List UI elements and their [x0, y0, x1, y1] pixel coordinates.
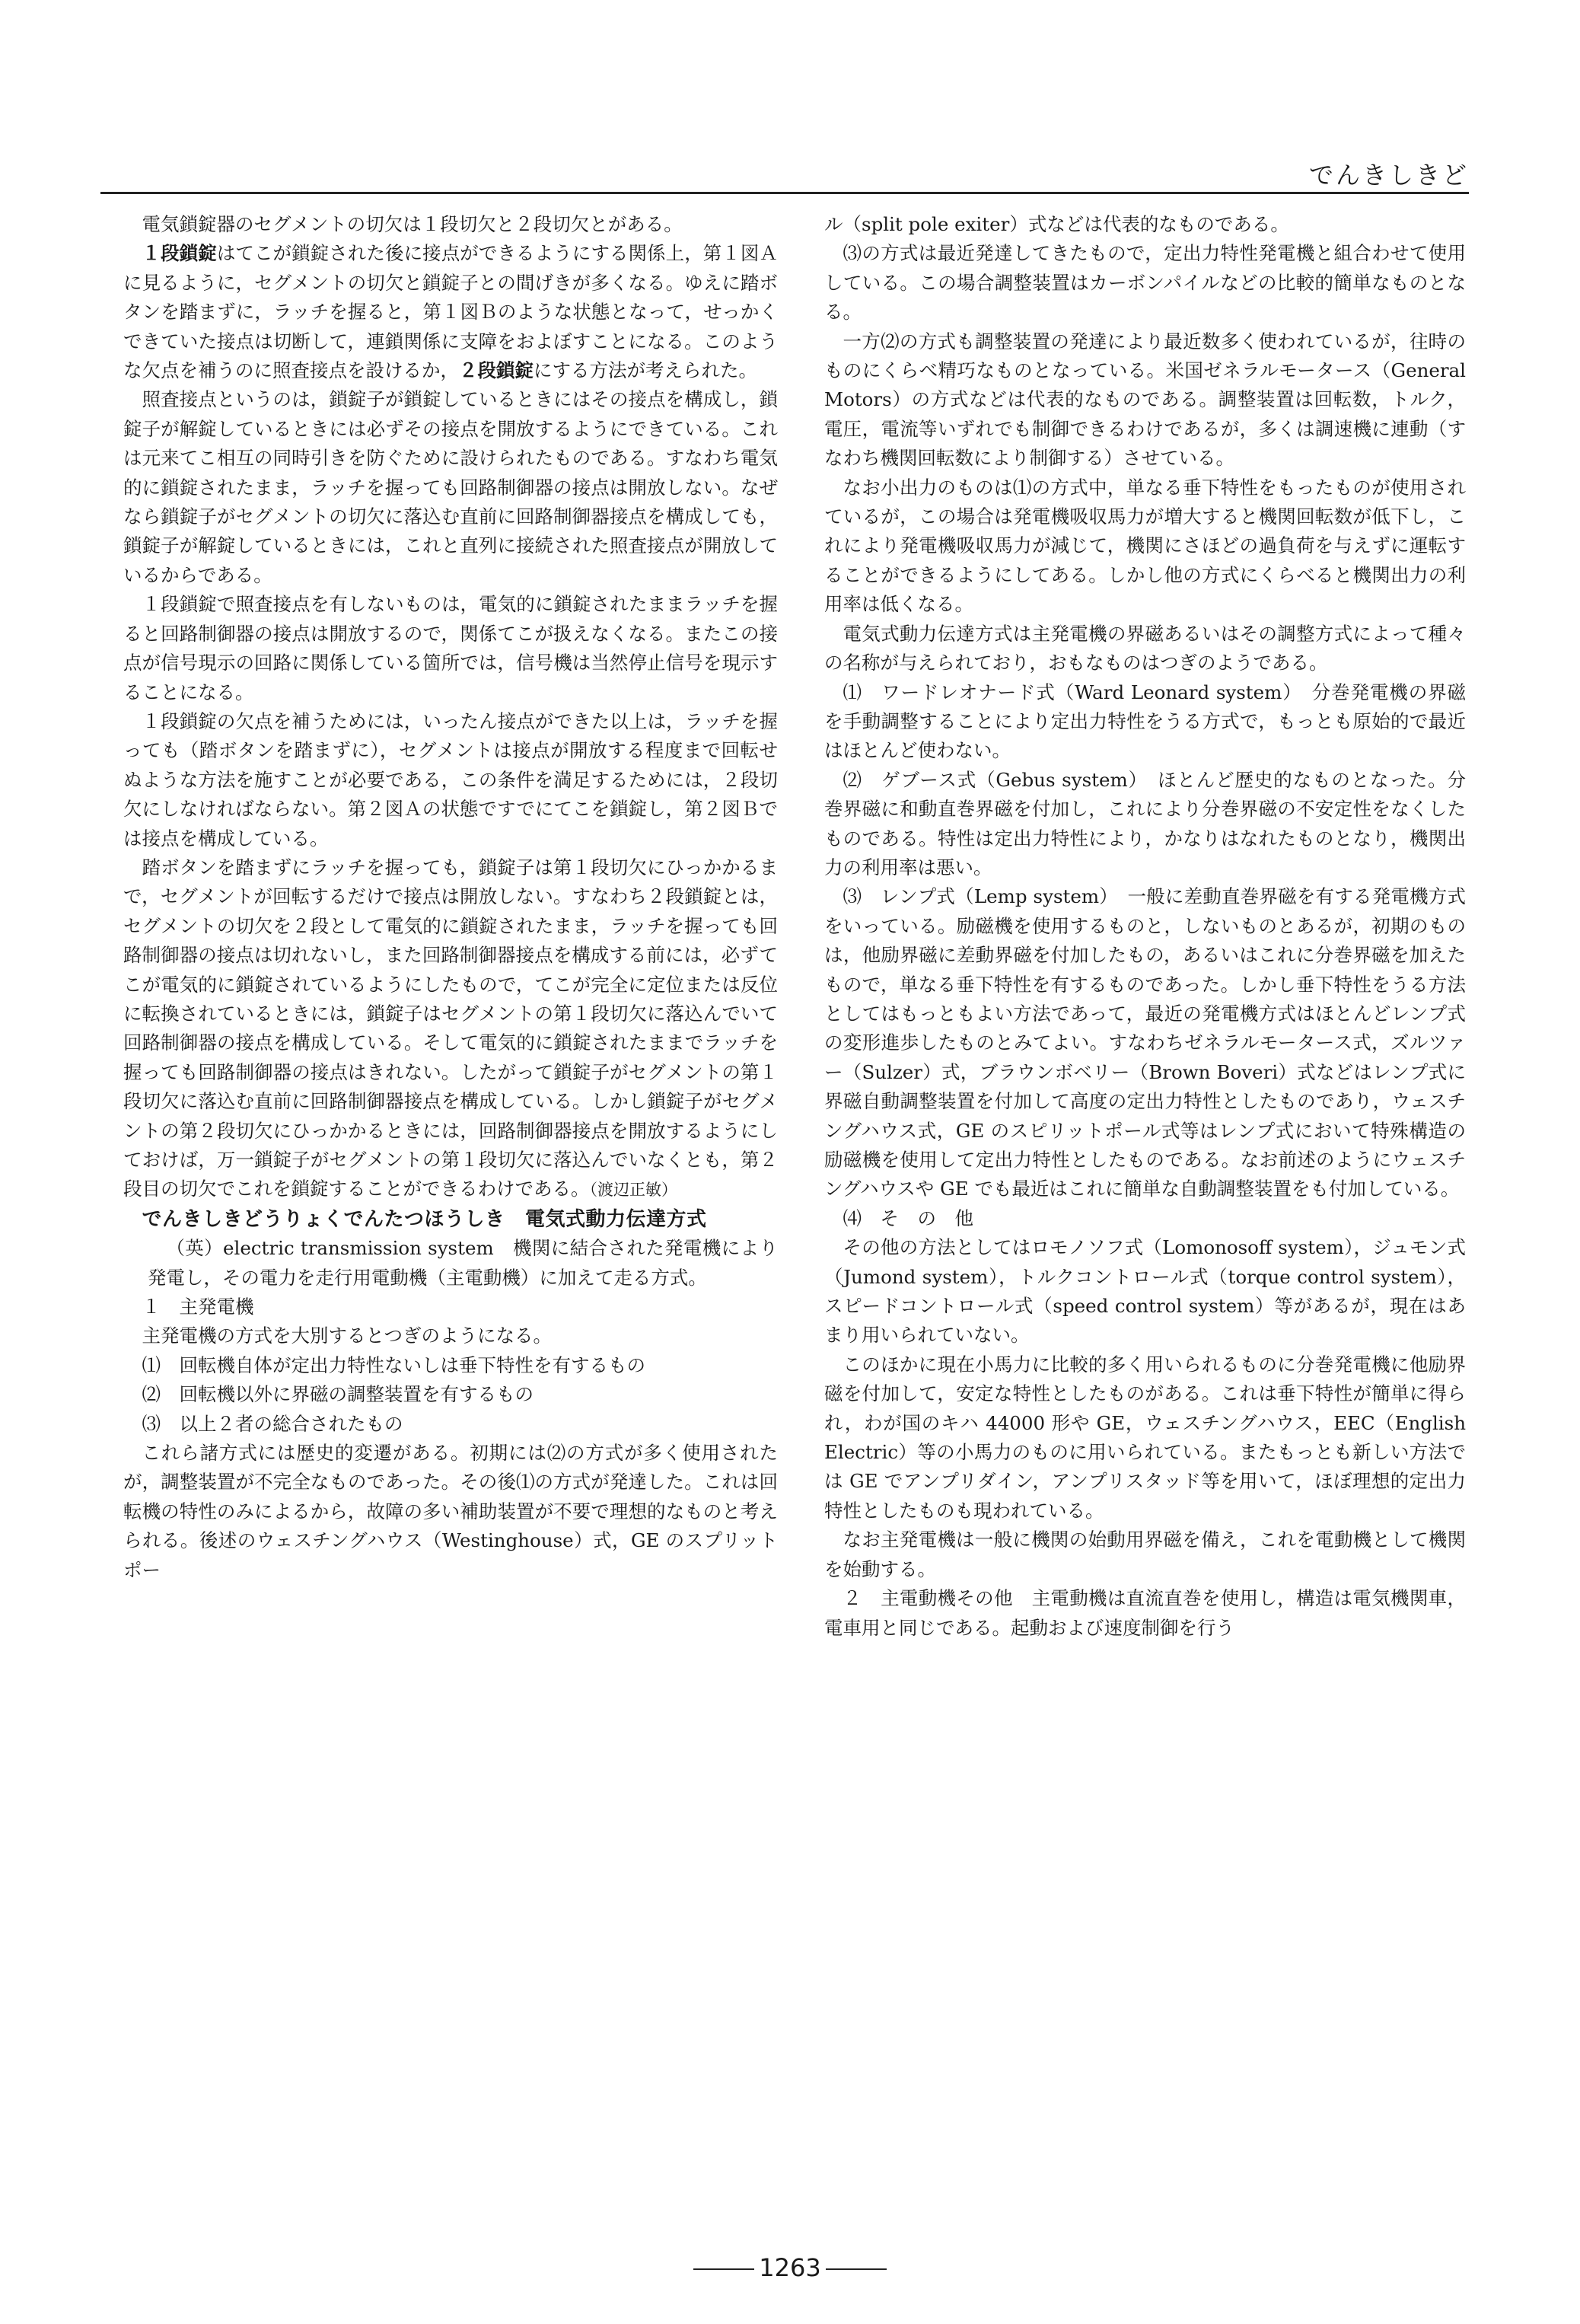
bold-term: １段鎖錠 — [142, 242, 217, 265]
header-rule — [100, 192, 1469, 194]
entry-definition: （英）electric transmission system 機関に結合された発電機により発電し，その電力を走行用電動機（主電動機）に加えて走る方式。 — [147, 1237, 778, 1289]
paragraph: ⑶の方式は最近発達してきたもので，定出力特性発電機と組合わせて使用している。この場合調整装置はカーボンパイルなどの比較的簡単なものとなる。 — [824, 242, 1466, 324]
paragraph: １段鎖錠の欠点を補うためには，いったん接点ができた以上は，ラッチを握っても（踏ボタンを踏まずに），セグメントは接点が開放する程度まで回転せぬような方法を施すことが必要である，この条件を満足するためには，２段切欠にしなければならない。第２図Ａの状態ですでにてこを鎖錠し，第２図Ｂでは接点を構成している。 — [123, 709, 778, 850]
left-column — [123, 210, 778, 1585]
page-number-dash — [826, 2268, 887, 2270]
running-head: でんきしきど — [1308, 161, 1469, 190]
paragraph: なお小出力のものは⑴の方式中，単なる垂下特性をもったものが使用されているが，この場合は発電機吸収馬力が増大すると機関回転数が低下し，これにより発電機吸収馬力が減じて，機関にさほどの過負荷を与えずに運転することができるようにしてある。しかし他の方式にくらべると機関出力の利用率は低くなる。 — [824, 476, 1466, 616]
paragraph: 電気鎖錠器のセグメントの切欠は１段切欠と２段切欠とがある。 — [142, 213, 683, 235]
list-item: ⑶ 以上２者の総合されたもの — [142, 1412, 403, 1435]
list-item: ⑶ レンプ式（Lemp system） 一般に差動直巻界磁を有する発電機方式をいっている。励磁機を使用するものと，しないものとあるが，初期のものは，他励界磁に差動界磁を付加したもの，あるいはこれに分巻界磁を加えたもので，単なる垂下特性を有するものであった。しかし垂下特性をうる方法としてはもっともよい方法であって，最近の発電機方式はほとんどレンプ式の変形進歩したものとみてよい。すなわちゼネラルモータース式，ズルツァー（Sulzer）式，ブラウンボベリー（Brown Boveri）式などはレンプ式に界磁自動調整装置を付加して高度の定出力特性としたものであり，ウェスチングハウス式，GE のスピリットポール式等はレンプ式において特殊構造の励磁機を使用して定出力特性としたものである。なお前述のようにウェスチングハウスや GE でも最近はこれに簡単な自動調整装置をも付加している。 — [824, 885, 1466, 1200]
right-column — [824, 210, 1466, 1643]
entry-headword: でんきしきどうりょくでんたつほうしき 電気式動力伝達方式 — [142, 1207, 707, 1231]
page-number-dash — [693, 2268, 754, 2270]
paragraph: １段鎖錠で照査接点を有しないものは，電気的に鎖錠されたままラッチを握ると回路制御器の接点は開放するので，関係てこが扱えなくなる。またこの接点が信号現示の回路に関係している箇所では，信号機は当然停止信号を現示することになる。 — [123, 593, 778, 703]
paragraph: 踏ボタンを踏まずにラッチを握っても，鎖錠子は第１段切欠にひっかかるまで，セグメントが回転するだけで接点は開放しない。すなわち２段鎖錠とは，セグメントの切欠を２段として電気的に鎖錠されたまま，ラッチを握っても回路制御器の接点は切れないし，また回路制御器接点を構成する前には，必ずてこが電気的に鎖錠されているようにしたもので，てこが完全に定位または反位に転換されているときには，鎖錠子はセグメントの第１段切欠に落込んでいて回路制御器の接点を構成している。そして電気的に鎖錠されたままでラッチを握っても回路制御器の接点はきれない。したがって鎖錠子がセグメントの第１段切欠に落込む直前に回路制御器接点を構成している。しかし鎖錠子がセグメントの第２段切欠にひっかかるときには，回路制御器接点を開放するようにしておけば，万一鎖錠子がセグメントの第１段切欠に落込んでいなくとも，第２段目の切欠でこれを鎖錠することができるわけである。（渡辺正敏） — [123, 856, 778, 1200]
paragraph: ル（split pole exiter）式などは代表的なものである。 — [824, 213, 1289, 235]
list-item: ⑴ ワードレオナード式（Ward Leonard system） 分巻発電機の界磁を手動調整することにより定出力特性をうる方式で，もっとも原始的で最近はほとんど使わない。 — [824, 681, 1466, 762]
entry-heading — [123, 1205, 778, 1234]
bold-term: ２段鎖錠 — [459, 359, 534, 382]
paragraph: ２ 主電動機その他 主電動機は直流直巻を使用し，構造は電気機関車，電車用と同じである。起動および速度制御を行う — [824, 1587, 1466, 1639]
list-item: ⑷ そ の 他 — [843, 1207, 973, 1229]
paragraph: 照査接点というのは，鎖錠子が鎖錠しているときにはその接点を構成し，鎖錠子が解錠しているときには必ずその接点を開放するようにできている。これは元来てこ相互の同時引きを防ぐために設けられたものである。すなわち電気的に鎖錠されたまま，ラッチを握っても回路制御器の接点は開放しない。なぜなら鎖錠子がセグメントの切欠に落込む直前に回路制御器接点を構成しても，鎖錠子が解錠しているときには，これと直列に接続された照査接点が開放しているからである。 — [123, 388, 778, 586]
paragraph: なお主発電機は一般に機関の始動用界磁を備え，これを電動機として機関を始動する。 — [824, 1529, 1466, 1580]
section-heading: １ 主発電機 — [142, 1296, 254, 1318]
paragraph: その他の方法としてはロモノソフ式（Lomonosoff system），ジュモン式（Jumond system），トルクコントロール式（torque control system），スピードコントロール式（speed control system）等があるが，現在はあまり用いられていない。 — [824, 1236, 1466, 1347]
paragraph: このほかに現在小馬力に比較的多く用いられるものに分巻発電機に他励界磁を付加して，安定な特性としたものがある。これは垂下特性が簡単に得られ，わが国のキハ 44000 形や GE，ウェスチングハウス，EEC（English Electric）等の小馬力のものに用いられている。またもっとも新しい方法では GE でアンプリダイン，アンプリスタッド等を用いて，ほぼ理想的定出力特性としたものも現われている。 — [824, 1353, 1466, 1522]
paragraph: 電気式動力伝達方式は主発電機の界磁あるいはその調整方式によって種々の名称が与えられており，おもなものはつぎのようである。 — [824, 622, 1466, 674]
paragraph: 主発電機の方式を大別するとつぎのようになる。 — [142, 1325, 553, 1347]
paragraph: これら諸方式には歴史的変遷がある。初期には⑵の方式が多く使用されたが，調整装置が不完全なものであった。その後⑴の方式が発達した。これは回転機の特性のみによるから，故障の多い補助装置が不要で理想的なものと考えられる。後述のウェスチングハウス（Westinghouse）式，GE のスプリットポー — [123, 1442, 778, 1581]
paragraph: １段鎖錠はてこが鎖錠された後に接点ができるようにする関係上，第１図Ａに見るように，セグメントの切欠と鎖錠子との間げきが多くなる。ゆえに踏ボタンを踏まずに，ラッチを握ると，第１図Ｂのような状態となって，せっかくできていた接点は切断して，連鎖関係に支障をおよぼすことになる。このような欠点を補うのに照査接点を設けるか，２段鎖錠にする方法が考えられた。 — [123, 242, 779, 382]
list-item: ⑵ ゲブース式（Gebus system） ほとんど歴史的なものとなった。分巻界磁に和動直巻界磁を付加し，これにより分巻界磁の不安定性をなくしたものである。特性は定出力特性により，かなりはなれたものとなり，機関出力の利用率は悪い。 — [824, 768, 1466, 878]
list-item: ⑴ 回転機自体が定出力特性ないしは垂下特性を有するもの — [142, 1353, 645, 1376]
author-signature: （渡辺正敏） — [589, 1181, 677, 1200]
list-item: ⑵ 回転機以外に界磁の調整装置を有するもの — [142, 1383, 534, 1406]
page-number: 1263 — [0, 2253, 1580, 2282]
paragraph: 一方⑵の方式も調整装置の発達により最近数多く使われているが，往時のものにくらべ精巧なものとなっている。米国ゼネラルモータース（General Motors）の方式などは代表的なものである。調整装置は回転数，トルク，電圧，電流等いずれでも制御できるわけであるが，多くは調速機に連動（すなわち機関回転数により制御する）させている。 — [824, 330, 1466, 470]
